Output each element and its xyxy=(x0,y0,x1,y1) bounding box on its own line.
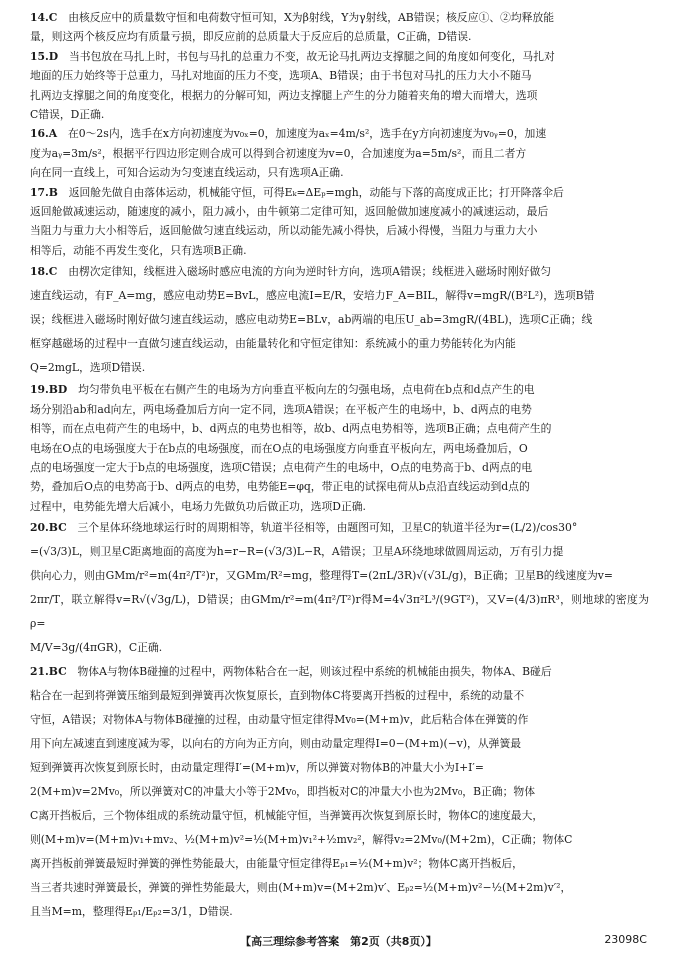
answer-line xyxy=(30,852,649,876)
answer-line xyxy=(30,564,649,588)
answer-line xyxy=(30,804,649,828)
answer-line xyxy=(30,900,649,924)
answer-list xyxy=(30,8,649,924)
answer-item xyxy=(30,183,649,261)
answer-line xyxy=(30,144,649,163)
answer-text: 速直线运动，有F_A=mg，感应电动势E=BvL，感应电流I=E/R，安培力F_A=BIL，解得v=mgR/(B²L²)，选项B错 xyxy=(30,289,595,303)
answer-line xyxy=(30,66,649,85)
answer-item xyxy=(30,380,649,516)
answer-text: 则(M+m)v=(M+m)v₁+mv₂、½(M+m)v²=½(M+m)v₁²+½mv₂²，解得v₂=2Mv₀/(M+2m)，C正确；物体C xyxy=(30,833,573,847)
footer-page-label: 【高三理综参考答案 第2页（共8页）】 xyxy=(240,935,437,948)
answer-text: C错误，D正确. xyxy=(30,108,105,122)
answer-text: 2πr/T，联立解得v=R√(√3g/L)，D错误；由GMm/r²=m(4π²/T²)r得M=4√3π²L³/(9GT²)，又V=(4/3)πR³，则地球的密度为ρ= xyxy=(30,593,649,631)
answer-text: 场分别沿ab和ad向左，两电场叠加后方向一定不同，选项A错误；在平板产生的电场中，b、d两点的电势 xyxy=(30,402,532,416)
answer-line xyxy=(30,516,649,540)
answer-item xyxy=(30,516,649,660)
answer-item xyxy=(30,124,649,182)
question-number: 21.BC xyxy=(30,665,67,679)
answer-line xyxy=(30,400,649,419)
answer-line xyxy=(30,183,649,202)
answer-text: 势，叠加后O点的电势高于b、d两点的电势，电势能E=φq，带正电的试探电荷从b点沿直线运动到d点的 xyxy=(30,480,530,494)
answer-item xyxy=(30,47,649,125)
answer-line xyxy=(30,380,649,399)
answer-text: 守恒，A错误；对物体A与物体B碰撞的过程，由动量守恒定律得Mv₀=(M+m)v，此后粘合体在弹簧的作 xyxy=(30,713,529,727)
answer-text: Q=2mgL，选项D错误. xyxy=(30,361,146,375)
answer-text: 量，则这两个核反应均有质量亏损，即反应前的总质量大于反应后的总质量，C正确，D错误. xyxy=(30,30,472,44)
question-number: 18.C xyxy=(30,265,58,279)
answer-text: =(√3/3)L，则卫星C距离地面的高度为h=r−R=(√3/3)L−R，A错误；卫星A环绕地球做圆周运动，万有引力提 xyxy=(30,545,564,559)
answer-text: 框穿越磁场的过程中一直做匀速直线运动，由能量转化和守恒定律知：系统减小的重力势能转化为内能 xyxy=(30,337,516,351)
answer-line xyxy=(30,260,649,284)
answer-text: 由核反应中的质量数守恒和电荷数守恒可知，X为β射线，Y为γ射线，AB错误；核反应①、②均释放能 xyxy=(68,11,555,24)
page-footer xyxy=(0,933,677,951)
answer-text: 供向心力，则由GMm/r²=m(4π²/T²)r，又GMm/R²=mg，整理得T=(2πL/3R)√(√3L/g)，B正确；卫星B的线速度为v= xyxy=(30,569,613,583)
answer-line xyxy=(30,828,649,852)
answer-line xyxy=(30,458,649,477)
answer-line xyxy=(30,780,649,804)
answer-text: 相等后，动能不再发生变化，只有选项B正确. xyxy=(30,243,247,257)
answer-line xyxy=(30,105,649,124)
answer-text: 用下向左减速直到速度减为零，以向右的方向为正方向，则由动量定理得I=0−(M+m)(−v)，从弹簧最 xyxy=(30,737,522,751)
answer-text: 短到弹簧再次恢复到原长时，由动量定理得I′=(M+m)v，所以弹簧对物体B的冲量大小为I+I′= xyxy=(30,761,484,775)
answer-line xyxy=(30,756,649,780)
answer-text: 返回舱做减速运动，随速度的减小，阻力减小，由牛顿第二定律可知，返回舱做加速度减小的减速运动，最后 xyxy=(30,205,549,219)
answer-text: 物体A与物体B碰撞的过程中，两物体粘合在一起，则该过程中系统的机械能由损失，物体A、B碰后 xyxy=(77,665,552,679)
answer-text: 度为aᵧ=3m/s²，根据平行四边形定则合成可以得到合初速度为v=0，合加速度为a=5m/s²，而且二者方 xyxy=(30,146,527,160)
answer-line xyxy=(30,202,649,221)
answer-text: 2(M+m)v=2Mv₀，所以弹簧对C的冲量大小等于2Mv₀，即挡板对C的冲量大小也为2Mv₀，B正确；物体 xyxy=(30,785,535,799)
answer-text: C离开挡板后，三个物体组成的系统动量守恒，机械能守恒，当弹簧再次恢复到原长时，物体C的速度最大， xyxy=(30,809,544,823)
answer-text: 离开挡板前弹簧最短时弹簧的弹性势能最大，由能量守恒定律得Eₚ₁=½(M+m)v²；物体C离开挡板后， xyxy=(30,857,523,871)
answer-line xyxy=(30,684,649,708)
answer-line xyxy=(30,708,649,732)
answer-line xyxy=(30,27,649,46)
answer-line xyxy=(30,660,649,684)
answer-text: 误；线框进入磁场时刚好做匀速直线运动，感应电动势E=BLv，ab两端的电压U_ab=3mgR/(4BL)，选项C正确；线 xyxy=(30,313,593,327)
answer-text: 向在同一直线上，可知合运动为匀变速直线运动，只有选项A正确. xyxy=(30,166,344,180)
answer-line xyxy=(30,439,649,458)
answer-line xyxy=(30,419,649,438)
answer-item xyxy=(30,260,649,380)
answer-line xyxy=(30,8,649,27)
question-number: 17.B xyxy=(30,185,58,199)
answer-text: 返回舱先做自由落体运动，机械能守恒，可得Eₖ=ΔEₚ=mgh，动能与下落的高度成正比；打开降落伞后 xyxy=(68,185,564,199)
answer-text: 当三者共速时弹簧最长，弹簧的弹性势能最大，则由(M+m)v=(M+2m)v′、Eₚ₂=½(M+m)v²−½(M+2m)v′²， xyxy=(30,881,572,895)
answer-text: M/V=3g/(4πGR)，C正确. xyxy=(30,641,163,655)
answer-line xyxy=(30,241,649,260)
answer-text: 由楞次定律知，线框进入磁场时感应电流的方向为逆时针方向，选项A错误；线框进入磁场时刚好做匀 xyxy=(68,265,552,279)
question-number: 20.BC xyxy=(30,521,67,535)
answer-text: 且当M=m，整理得Eₚ₁/Eₚ₂=3/1，D错误. xyxy=(30,905,233,919)
answer-text: 过程中，电势能先增大后减小，电场力先做负功后做正功，选项D正确. xyxy=(30,499,366,513)
answer-line xyxy=(30,477,649,496)
answer-line xyxy=(30,86,649,105)
answer-text: 点的电场强度一定大于b点的电场强度，选项C错误；点电荷产生的电场中，O点的电势高于b、d两点的电 xyxy=(30,460,533,474)
answer-text: 三个星体环绕地球运行时的周期相等，轨道半径相等，由题图可知，卫星C的轨道半径为r=(L/2)/cos30° xyxy=(77,521,578,535)
question-number: 16.A xyxy=(30,127,58,141)
answer-line xyxy=(30,540,649,564)
answer-line xyxy=(30,332,649,356)
answer-text: 相等，而在点电荷产生的电场中，b、d两点的电势也相等，故b、d两点电势相等，选项B正确；点电荷产生的 xyxy=(30,422,552,436)
answer-line xyxy=(30,221,649,240)
answer-line xyxy=(30,497,649,516)
answer-line xyxy=(30,732,649,756)
answer-line xyxy=(30,163,649,182)
answer-line xyxy=(30,636,649,660)
answer-line xyxy=(30,356,649,380)
answer-line xyxy=(30,588,649,636)
question-number: 19.BD xyxy=(30,383,68,397)
answer-text: 扎两边支撑腿之间的角度变化，根据力的分解可知，两边支撑腿上产生的分力随着夹角的增大而增大，选项 xyxy=(30,88,538,102)
answer-text: 粘合在一起到将弹簧压缩到最短到弹簧再次恢复原长，直到物体C将要离开挡板的过程中，系统的动量不 xyxy=(30,689,525,703)
answer-text: 当书包放在马扎上时，书包与马扎的总重力不变，故无论马扎两边支撑腿之间的角度如何变化，马扎对 xyxy=(68,49,555,63)
answer-line xyxy=(30,47,649,66)
answer-text: 当阻力与重力大小相等后，返回舱做匀速直线运动，所以动能先减小得快，后减小得慢，当阻力与重力大小 xyxy=(30,224,538,238)
answer-text: 电场在O点的电场强度大于在b点的电场强度，而在O点的电场强度方向垂直平板向左，两电场叠加后，O xyxy=(30,441,528,455)
answer-text: 均匀带负电平板在右侧产生的电场为方向垂直平板向左的匀强电场，点电荷在b点和d点产生的电 xyxy=(78,383,535,397)
footer-document-code: 23098C xyxy=(604,933,647,946)
answer-item xyxy=(30,660,649,924)
answer-line xyxy=(30,124,649,143)
question-number: 14.C xyxy=(30,11,58,24)
answer-line xyxy=(30,284,649,308)
answer-item xyxy=(30,8,649,47)
answer-text: 地面的压力始终等于总重力，马扎对地面的压力不变，选项A、B错误；由于书包对马扎的压力大小不随马 xyxy=(30,69,532,83)
answer-line xyxy=(30,876,649,900)
question-number: 15.D xyxy=(30,49,59,63)
answer-text: 在0～2s内，选手在x方向初速度为v₀ₓ=0，加速度为aₓ=4m/s²，选手在y方向初速度为v₀ᵧ=0，加速 xyxy=(67,127,547,141)
answer-line xyxy=(30,308,649,332)
